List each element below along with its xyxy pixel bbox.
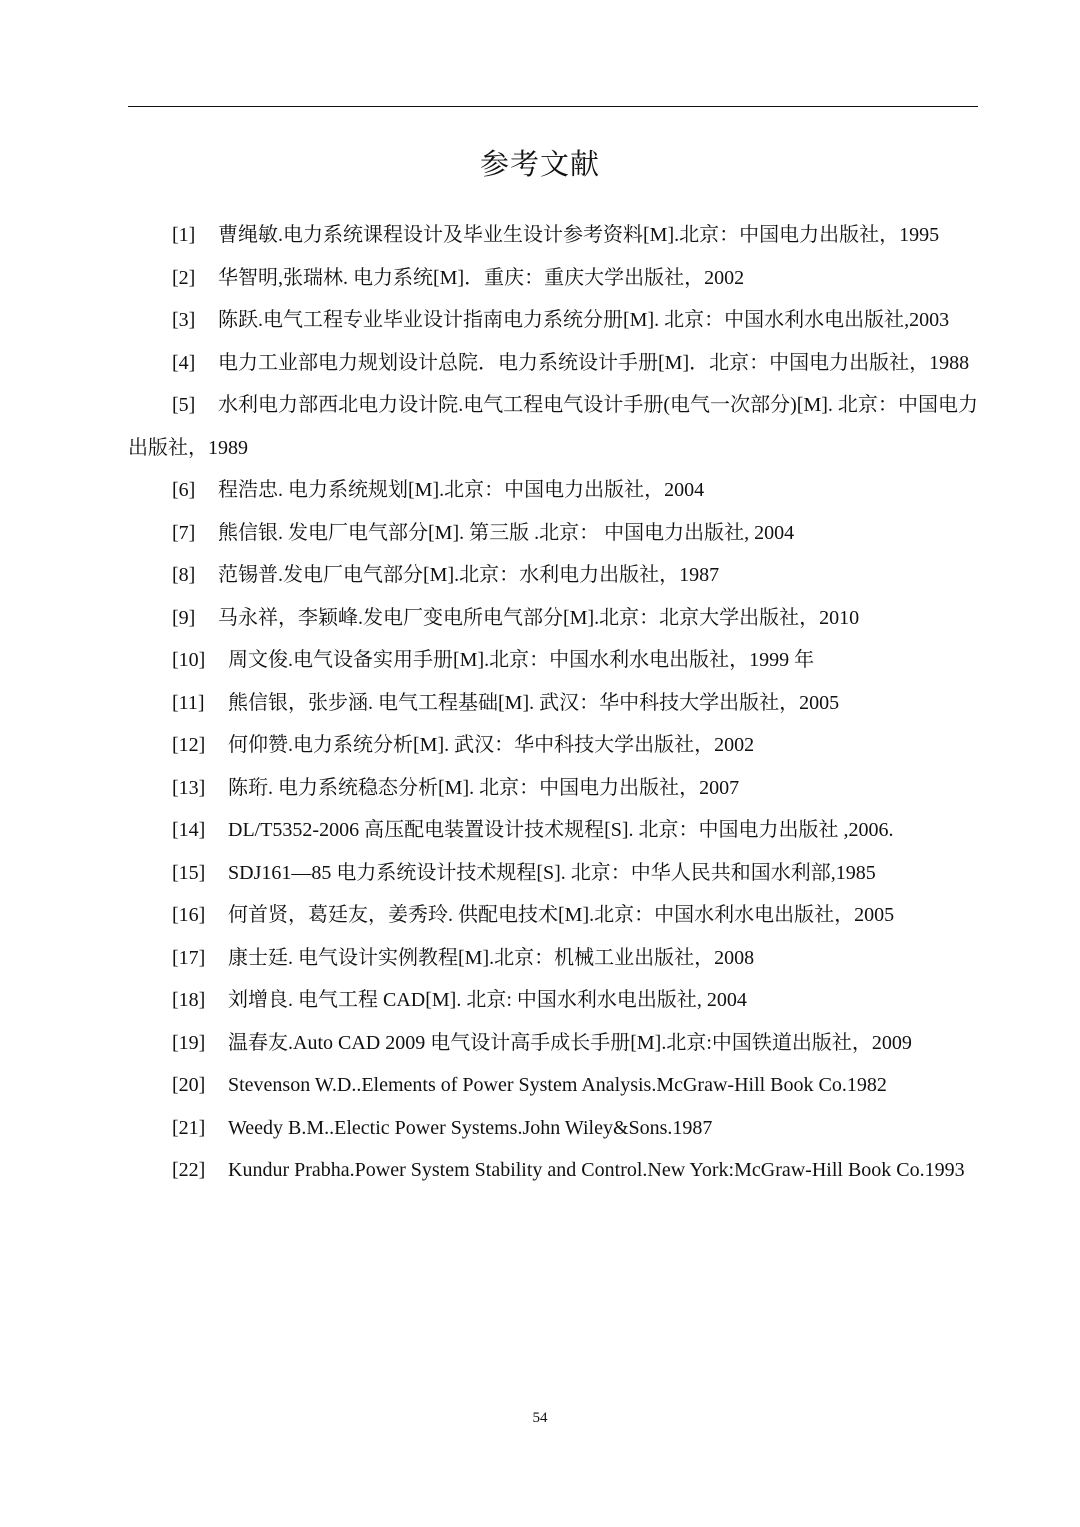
reference-number: [21] [172,1116,206,1139]
reference-item [128,299,978,342]
reference-text: 华智明,张瑞林. 电力系统[M]．重庆：重庆大学出版社，2002 [218,266,745,289]
reference-number: [16] [172,904,206,926]
reference-number: [18] [172,989,206,1011]
reference-text: 何首贤，葛廷友，姜秀玲. 供配电技术[M].北京：中国水利水电出版社，2005 [228,904,895,926]
reference-text: Weedy B.M..Electic Power Systems.John Wiley&Sons.1987 [228,1116,713,1139]
reference-text: 周文俊.电气设备实用手册[M].北京：中国水利水电出版社，1999 年 [228,649,815,671]
reference-item [128,384,978,469]
reference-item [128,554,978,597]
reference-number: [5] [172,394,196,416]
reference-item [128,724,978,767]
reference-list [128,214,978,1192]
reference-item [128,1022,978,1065]
reference-text: 何仰赞.电力系统分析[M]. 武汉：华中科技大学出版社，2002 [228,734,755,756]
page-number: 54 [532,1410,548,1426]
reference-text: 电力工业部电力规划设计总院．电力系统设计手册[M]．北京：中国电力出版社，1988 [218,351,970,374]
reference-item [128,937,978,980]
reference-item [128,852,978,895]
reference-number: [20] [172,1074,206,1096]
reference-text: 范锡普.发电厂电气部分[M].北京：水利电力出版社，1987 [218,564,720,586]
reference-number: [12] [172,734,206,756]
reference-number: [19] [172,1031,206,1054]
reference-text: 刘增良. 电气工程 CAD[M]. 北京: 中国水利水电出版社, 2004 [228,989,747,1011]
reference-text: Stevenson W.D..Elements of Power System Analysis.McGraw-Hill Book Co.1982 [228,1074,887,1096]
reference-item [128,639,978,682]
page-title: 参考文献 [479,147,600,181]
reference-number: [14] [172,819,206,841]
reference-text: 康士廷. 电气设计实例教程[M].北京：机械工业出版社，2008 [228,946,755,969]
reference-number: [2] [172,266,196,289]
reference-item [128,767,978,810]
reference-text: 程浩忠. 电力系统规划[M].北京：中国电力出版社，2004 [218,479,705,501]
reference-number: [10] [172,649,206,671]
reference-item [128,342,978,385]
reference-text: 陈珩. 电力系统稳态分析[M]. 北京：中国电力出版社，2007 [228,776,740,799]
reference-number: [22] [172,1159,206,1181]
reference-item [128,979,978,1022]
reference-number: [4] [172,351,196,374]
reference-text: 陈跃.电气工程专业毕业设计指南电力系统分册[M]. 北京：中国水利水电出版社,2003 [218,309,950,331]
reference-item [128,682,978,725]
reference-item [128,597,978,640]
reference-item [128,214,978,257]
reference-item [128,257,978,300]
reference-item [128,894,978,937]
reference-text: DL/T5352-2006 高压配电装置设计技术规程[S]. 北京：中国电力出版社 ,2006. [228,819,894,841]
reference-number: [17] [172,946,206,969]
reference-text: 温春友.Auto CAD 2009 电气设计高手成长手册[M].北京:中国铁道出版社，2009 [228,1031,912,1054]
reference-number: [7] [172,521,196,544]
reference-number: [15] [172,861,206,884]
reference-text: SDJ161—85 电力系统设计技术规程[S]. 北京：中华人民共和国水利部,1985 [228,861,876,884]
reference-number: [1] [172,224,196,246]
reference-text: Kundur Prabha.Power System Stability and Control.New York:McGraw-Hill Book Co.1993 [228,1159,965,1181]
reference-text: 熊信银. 发电厂电气部分[M]. 第三版 .北京： 中国电力出版社, 2004 [218,521,795,544]
reference-text: 曹绳敏.电力系统课程设计及毕业生设计参考资料[M].北京：中国电力出版社，1995 [218,224,940,246]
reference-item [128,469,978,512]
reference-number: [13] [172,776,206,799]
reference-number: [6] [172,479,196,501]
header-rule [128,106,978,107]
reference-item [128,1149,978,1192]
reference-text: 水利电力部西北电力设计院.电气工程电气设计手册(电气一次部分)[M]. 北京：中国电力出版社，1989 [128,394,978,459]
reference-text: 熊信银，张步涵. 电气工程基础[M]. 武汉：华中科技大学出版社，2005 [228,691,840,714]
reference-item [128,809,978,852]
reference-item [128,1064,978,1107]
reference-number: [3] [172,309,196,331]
reference-number: [11] [172,691,205,714]
reference-item [128,1107,978,1150]
reference-text: 马永祥，李颖峰.发电厂变电所电气部分[M].北京：北京大学出版社，2010 [218,606,860,629]
reference-number: [8] [172,564,196,586]
reference-number: [9] [172,606,196,629]
reference-item [128,512,978,555]
